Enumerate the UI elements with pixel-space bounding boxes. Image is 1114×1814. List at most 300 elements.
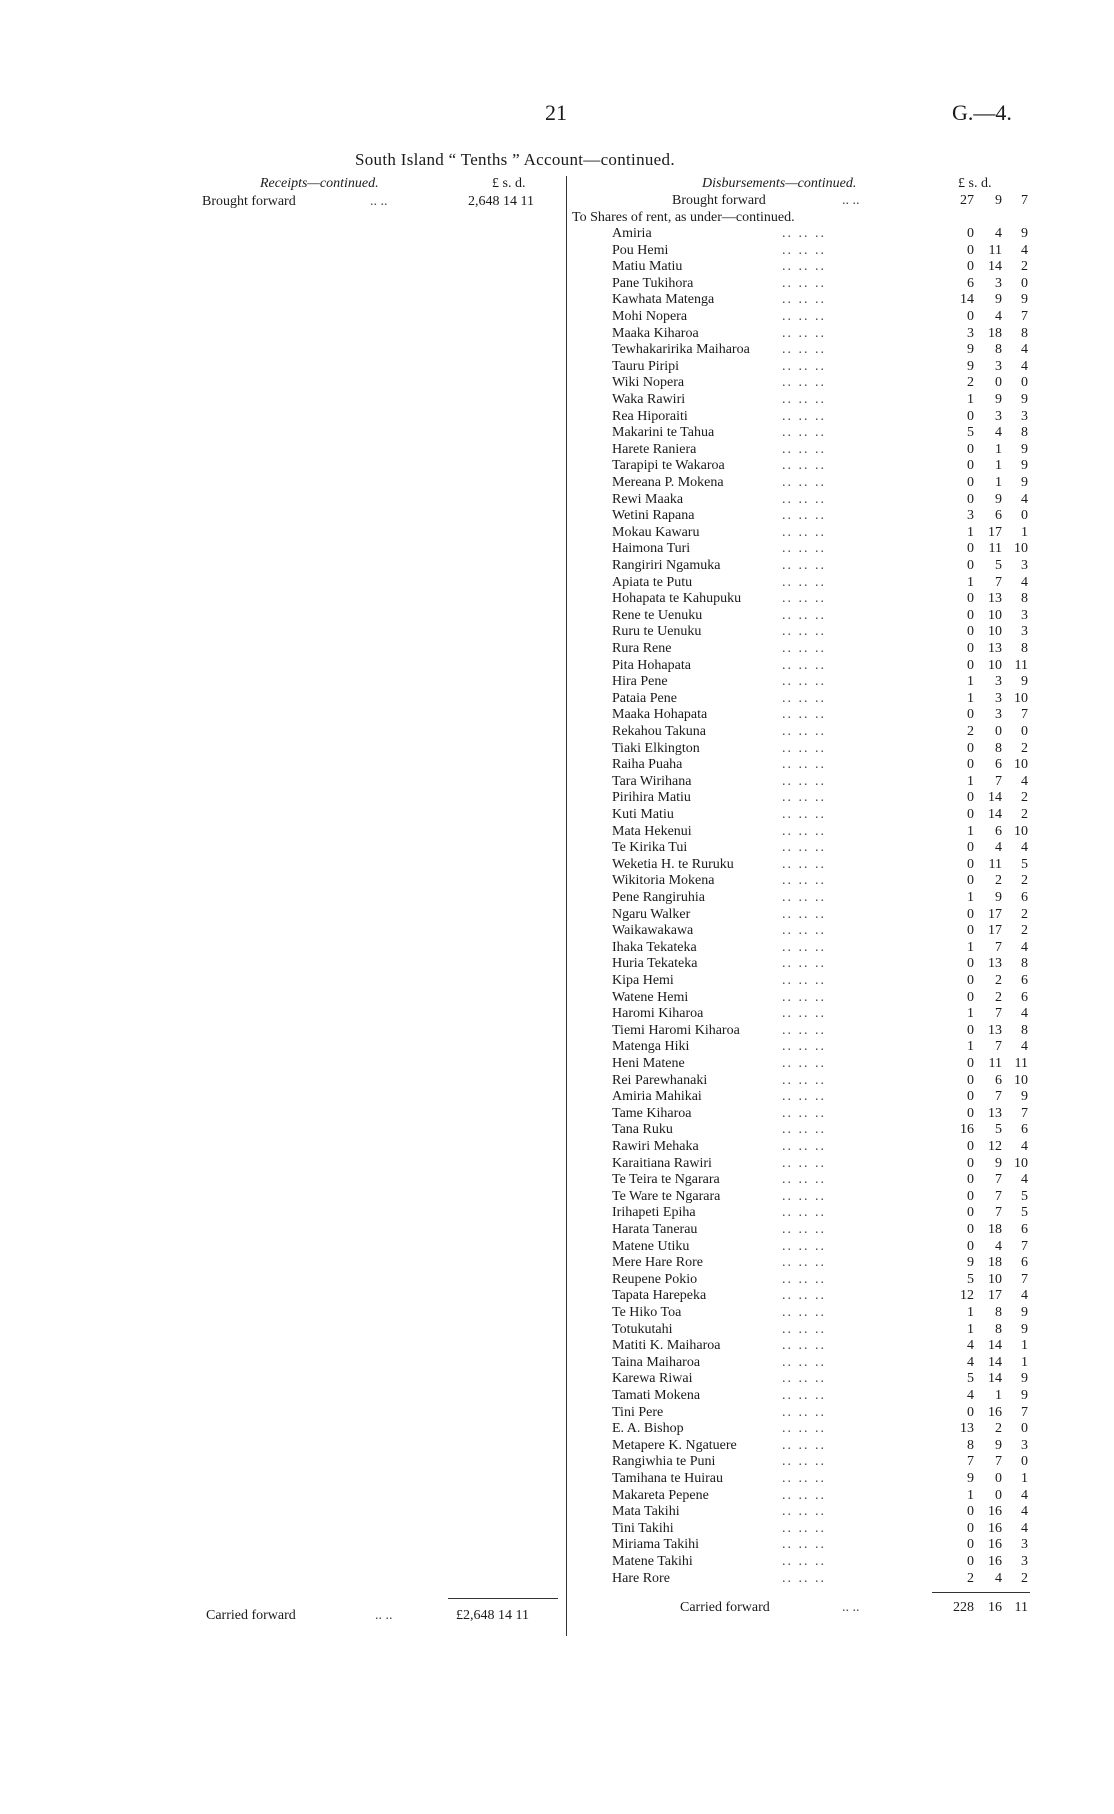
amount-pounds: 0 xyxy=(967,956,974,972)
amount-pounds: 0 xyxy=(967,906,974,922)
amount-pounds: 0 xyxy=(967,873,974,889)
amount-shillings: 7 xyxy=(995,1188,1002,1204)
amount-pounds: 0 xyxy=(967,259,974,275)
table-row xyxy=(572,1554,1032,1571)
amount-shillings: 16 xyxy=(988,1554,1002,1569)
table-row xyxy=(572,1189,1032,1206)
amount-pounds: 9 xyxy=(967,1471,974,1486)
payee-name: Irihapeti Epiha xyxy=(612,1205,696,1221)
table-row xyxy=(572,674,1032,691)
amount-shillings: 1 xyxy=(995,458,1002,474)
amount-shillings: 13 xyxy=(988,1105,1002,1121)
amount-pence: 1 xyxy=(1021,1471,1028,1486)
amount-shillings: 3 xyxy=(995,707,1002,723)
amount-pence: 0 xyxy=(1021,508,1028,524)
amount-pence: 2 xyxy=(1021,873,1028,889)
amount-shillings: 2 xyxy=(995,989,1002,1005)
amount-pence: 9 xyxy=(1021,1388,1028,1403)
amount-pounds: 0 xyxy=(967,1238,974,1254)
payee-name: Mere Hare Rore xyxy=(612,1255,703,1271)
amount-shillings: 0 xyxy=(995,375,1002,391)
leader-dots: .. .. .. xyxy=(782,1354,826,1370)
amount-pence: 7 xyxy=(1021,309,1028,324)
payee-name: Rura Rene xyxy=(612,641,672,656)
payee-name: Maaka Hohapata xyxy=(612,707,708,723)
amount-pence: 9 xyxy=(1021,1371,1028,1387)
amount-shillings: 14 xyxy=(988,1354,1002,1370)
amount-pence: 4 xyxy=(1021,342,1028,358)
amount-shillings: 5 xyxy=(995,1122,1002,1138)
amount-pence: 1 xyxy=(1021,1338,1028,1354)
amount-shillings: 4 xyxy=(995,309,1002,324)
amount-pounds: 0 xyxy=(967,1222,974,1237)
payee-name: Rekahou Takuna xyxy=(612,724,707,739)
payee-name: Wetini Rapana xyxy=(612,508,695,524)
payee-name: Rangiriri Ngamuka xyxy=(612,558,721,573)
amount-pence: 3 xyxy=(1021,408,1028,424)
payee-name: Haimona Turi xyxy=(612,541,691,557)
leader-dots: .. .. .. xyxy=(782,259,826,275)
brought-forward-pence: 7 xyxy=(1021,193,1028,208)
amount-shillings: 2 xyxy=(995,973,1002,988)
amount-pounds: 4 xyxy=(967,1354,974,1370)
payee-name: Karewa Riwai xyxy=(612,1371,693,1387)
payee-name: Ngaru Walker xyxy=(612,906,691,922)
payee-name: Makareta Pepene xyxy=(612,1487,709,1503)
payee-name: Matiu Matiu xyxy=(612,259,683,275)
table-row xyxy=(572,1338,1032,1355)
amount-pence: 5 xyxy=(1021,1205,1028,1221)
amount-shillings: 14 xyxy=(988,790,1002,806)
amount-pounds: 0 xyxy=(967,923,974,939)
table-row xyxy=(572,243,1032,260)
payee-name: Rei Parewhanaki xyxy=(612,1072,708,1088)
table-row xyxy=(572,359,1032,376)
amount-pence: 1 xyxy=(1021,1354,1028,1370)
amount-pounds: 0 xyxy=(967,657,974,673)
table-row xyxy=(572,1039,1032,1056)
amount-pence: 4 xyxy=(1021,1487,1028,1503)
leader-dots: .. .. .. xyxy=(782,939,826,955)
table-row xyxy=(572,326,1032,343)
leader-dots: .. .. .. xyxy=(782,1404,826,1420)
amount-pence: 6 xyxy=(1021,989,1028,1005)
amount-shillings: 7 xyxy=(995,1006,1002,1022)
amount-pence: 4 xyxy=(1021,1172,1028,1188)
leader-dots: .. .. .. xyxy=(782,1388,826,1403)
table-row xyxy=(572,1089,1032,1106)
leader-dots: .. .. .. xyxy=(782,425,826,441)
amount-pounds: 0 xyxy=(967,1554,974,1569)
amount-pounds: 7 xyxy=(967,1454,974,1470)
payee-name: Hare Rore xyxy=(612,1570,670,1586)
amount-pounds: 5 xyxy=(967,1271,974,1287)
amount-shillings: 12 xyxy=(988,1139,1002,1154)
disbursements-carried-forward-label: Carried forward xyxy=(680,1600,770,1615)
amount-pounds: 0 xyxy=(967,607,974,623)
amount-pounds: 3 xyxy=(967,325,974,341)
amount-pence: 10 xyxy=(1014,823,1028,839)
payee-name: Rawiri Mehaka xyxy=(612,1139,699,1154)
table-row xyxy=(572,1056,1032,1073)
amount-pence: 4 xyxy=(1021,939,1028,955)
leader-dots: .. .. .. xyxy=(782,1471,826,1486)
amount-shillings: 7 xyxy=(995,939,1002,955)
leader-dots: .. .. .. xyxy=(782,1022,826,1038)
leader-dots: .. .. .. xyxy=(782,641,826,656)
payee-name: Wiki Nopera xyxy=(612,375,685,391)
table-row xyxy=(572,392,1032,409)
amount-pounds: 0 xyxy=(967,973,974,988)
table-row xyxy=(572,1006,1032,1023)
leader-dots: .. .. .. xyxy=(782,1321,826,1337)
leader-dots: .. .. .. xyxy=(782,773,826,789)
table-row xyxy=(572,873,1032,890)
leader-dots: .. .. .. xyxy=(782,292,826,308)
amount-pounds: 1 xyxy=(967,690,974,706)
amount-pounds: 12 xyxy=(960,1288,974,1304)
leader-dots: .. .. .. xyxy=(782,956,826,972)
receipts-carried-forward-dots: .. .. xyxy=(375,1608,393,1623)
amount-shillings: 7 xyxy=(995,1454,1002,1470)
amount-pounds: 3 xyxy=(967,508,974,524)
amount-pence: 2 xyxy=(1021,906,1028,922)
table-row xyxy=(572,541,1032,558)
leader-dots: .. .. .. xyxy=(782,441,826,457)
leader-dots: .. .. .. xyxy=(782,392,826,407)
amount-shillings: 8 xyxy=(995,342,1002,358)
amount-pounds: 0 xyxy=(967,807,974,822)
amount-shillings: 17 xyxy=(988,1288,1002,1304)
amount-pence: 3 xyxy=(1021,607,1028,623)
receipts-carried-forward-label: Carried forward xyxy=(206,1608,296,1623)
amount-pounds: 6 xyxy=(967,275,974,291)
amount-shillings: 1 xyxy=(995,1388,1002,1403)
table-row xyxy=(572,475,1032,492)
column-divider xyxy=(566,176,567,1636)
amount-pence: 6 xyxy=(1021,1222,1028,1237)
payee-name: Kawhata Matenga xyxy=(612,292,715,308)
amount-shillings: 6 xyxy=(995,823,1002,839)
amount-pounds: 1 xyxy=(967,939,974,955)
leader-dots: .. .. .. xyxy=(782,1537,826,1553)
amount-shillings: 11 xyxy=(988,1056,1002,1071)
document-reference: G.—4. xyxy=(952,100,1012,125)
payee-name: Tewhakaririka Maiharoa xyxy=(612,342,750,358)
amount-pounds: 0 xyxy=(967,840,974,856)
table-row xyxy=(572,409,1032,426)
amount-pence: 4 xyxy=(1021,840,1028,856)
payee-name: Pirihira Matiu xyxy=(612,790,691,806)
amount-shillings: 0 xyxy=(995,1471,1002,1486)
amount-shillings: 9 xyxy=(995,1437,1002,1453)
leader-dots: .. .. .. xyxy=(782,1006,826,1022)
leader-dots: .. .. .. xyxy=(782,1487,826,1503)
payee-name: Tiemi Haromi Kiharoa xyxy=(612,1022,740,1038)
table-row xyxy=(572,442,1032,459)
leader-dots: .. .. .. xyxy=(782,674,826,690)
table-row xyxy=(572,741,1032,758)
amount-shillings: 6 xyxy=(995,757,1002,773)
amount-pounds: 4 xyxy=(967,1338,974,1354)
amount-shillings: 2 xyxy=(995,873,1002,889)
amount-shillings: 1 xyxy=(995,475,1002,490)
payee-name: Rewi Maaka xyxy=(612,491,684,507)
amount-shillings: 3 xyxy=(995,408,1002,424)
payee-name: Maaka Kiharoa xyxy=(612,325,699,341)
leader-dots: .. .. .. xyxy=(782,574,826,590)
carried-forward-pence: 11 xyxy=(1014,1600,1028,1615)
amount-pence: 0 xyxy=(1021,275,1028,291)
amount-pounds: 0 xyxy=(967,1404,974,1420)
payee-name: Watene Hemi xyxy=(612,989,689,1005)
amount-pounds: 0 xyxy=(967,641,974,656)
amount-pence: 2 xyxy=(1021,807,1028,822)
table-row xyxy=(572,508,1032,525)
amount-pounds: 1 xyxy=(967,1039,974,1055)
table-row xyxy=(572,1571,1032,1588)
leader-dots: .. .. .. xyxy=(782,840,826,856)
leader-dots: .. .. .. xyxy=(782,1039,826,1055)
payee-name: Miriama Takihi xyxy=(612,1537,700,1553)
amount-pounds: 0 xyxy=(967,441,974,457)
amount-pence: 0 xyxy=(1021,1421,1028,1437)
amount-pence: 2 xyxy=(1021,1570,1028,1586)
amount-pounds: 1 xyxy=(967,1321,974,1337)
table-row xyxy=(572,342,1032,359)
amount-pounds: 14 xyxy=(960,292,974,308)
amount-pounds: 0 xyxy=(967,1504,974,1520)
amount-shillings: 18 xyxy=(988,325,1002,341)
table-row xyxy=(572,1421,1032,1438)
payee-name: Tamati Mokena xyxy=(612,1388,701,1403)
amount-shillings: 16 xyxy=(988,1537,1002,1553)
payee-name: Weketia H. te Ruruku xyxy=(612,856,734,872)
amount-shillings: 17 xyxy=(988,906,1002,922)
disbursements-total-rule xyxy=(932,1592,1030,1593)
amount-pence: 9 xyxy=(1021,1305,1028,1320)
amount-pounds: 0 xyxy=(967,1155,974,1171)
leader-dots: .. .. .. xyxy=(782,1554,826,1569)
table-row xyxy=(572,707,1032,724)
amount-pence: 10 xyxy=(1014,690,1028,706)
amount-pence: 11 xyxy=(1014,1056,1028,1071)
amount-shillings: 18 xyxy=(988,1222,1002,1237)
table-row xyxy=(572,956,1032,973)
leader-dots: .. .. .. xyxy=(782,508,826,524)
amount-pounds: 2 xyxy=(967,724,974,739)
table-row xyxy=(572,940,1032,957)
amount-shillings: 8 xyxy=(995,1321,1002,1337)
section-label: To Shares of rent, as under—continued. xyxy=(572,210,795,225)
leader-dots: .. .. .. xyxy=(782,690,826,706)
leader-dots: .. .. .. xyxy=(782,309,826,324)
amount-pounds: 9 xyxy=(967,342,974,358)
amount-shillings: 7 xyxy=(995,574,1002,590)
amount-pounds: 0 xyxy=(967,989,974,1005)
table-row xyxy=(572,1239,1032,1256)
payee-name: Hohapata te Kahupuku xyxy=(612,591,742,607)
payee-name: Amiria Mahikai xyxy=(612,1089,702,1105)
amount-pounds: 1 xyxy=(967,392,974,407)
amount-shillings: 3 xyxy=(995,275,1002,291)
amount-shillings: 13 xyxy=(988,956,1002,972)
table-row xyxy=(572,1454,1032,1471)
amount-pence: 3 xyxy=(1021,1537,1028,1553)
table-row xyxy=(572,624,1032,641)
amount-pounds: 0 xyxy=(967,242,974,258)
leader-dots: .. .. .. xyxy=(782,1205,826,1221)
table-row xyxy=(572,425,1032,442)
amount-pence: 8 xyxy=(1021,325,1028,341)
amount-pence: 11 xyxy=(1014,657,1028,673)
leader-dots: .. .. .. xyxy=(782,740,826,756)
disbursements-brought-forward-dots: .. .. xyxy=(842,193,860,208)
table-row xyxy=(572,1172,1032,1189)
amount-pounds: 9 xyxy=(967,358,974,374)
payee-name: Reupene Pokio xyxy=(612,1271,698,1287)
table-row xyxy=(572,226,1032,243)
payee-name: Rea Hiporaiti xyxy=(612,408,688,424)
table-row xyxy=(572,1438,1032,1455)
payee-name: Matenga Hiki xyxy=(612,1039,690,1055)
amount-pounds: 0 xyxy=(967,458,974,474)
payee-name: Tauru Piripi xyxy=(612,358,680,374)
amount-pounds: 0 xyxy=(967,1537,974,1553)
table-row xyxy=(572,608,1032,625)
table-row xyxy=(572,259,1032,276)
amount-shillings: 7 xyxy=(995,1172,1002,1188)
amount-pounds: 0 xyxy=(967,1520,974,1536)
receipts-brought-forward-dots: .. .. xyxy=(370,194,388,209)
table-row xyxy=(572,375,1032,392)
table-row xyxy=(572,1488,1032,1505)
payee-name: Mata Hekenui xyxy=(612,823,692,839)
amount-pounds: 0 xyxy=(967,790,974,806)
leader-dots: .. .. .. xyxy=(782,973,826,988)
amount-pounds: 1 xyxy=(967,1006,974,1022)
amount-pence: 6 xyxy=(1021,1255,1028,1271)
amount-shillings: 3 xyxy=(995,690,1002,706)
leader-dots: .. .. .. xyxy=(782,342,826,358)
leader-dots: .. .. .. xyxy=(782,890,826,905)
amount-shillings: 14 xyxy=(988,1371,1002,1387)
table-row xyxy=(572,1322,1032,1339)
amount-shillings: 9 xyxy=(995,890,1002,905)
amount-pence: 4 xyxy=(1021,574,1028,590)
payee-name: Mata Takihi xyxy=(612,1504,680,1520)
table-row xyxy=(572,1106,1032,1123)
amount-shillings: 10 xyxy=(988,607,1002,623)
table-row xyxy=(572,1521,1032,1538)
table-row xyxy=(572,1222,1032,1239)
table-row xyxy=(572,1371,1032,1388)
table-row xyxy=(572,641,1032,658)
amount-shillings: 8 xyxy=(995,740,1002,756)
amount-shillings: 14 xyxy=(988,1338,1002,1354)
leader-dots: .. .. .. xyxy=(782,1122,826,1138)
leader-dots: .. .. .. xyxy=(782,275,826,291)
amount-pence: 9 xyxy=(1021,226,1028,241)
amount-pence: 10 xyxy=(1014,1155,1028,1171)
carried-forward-pounds: 228 xyxy=(953,1600,974,1615)
amount-pounds: 0 xyxy=(967,226,974,241)
amount-pounds: 0 xyxy=(967,591,974,607)
leader-dots: .. .. .. xyxy=(782,491,826,507)
payee-name: Rene te Uenuku xyxy=(612,607,703,623)
brought-forward-pounds: 27 xyxy=(960,193,974,208)
payee-name: Heni Matene xyxy=(612,1056,685,1071)
table-row xyxy=(572,1405,1032,1422)
amount-shillings: 6 xyxy=(995,508,1002,524)
amount-pence: 7 xyxy=(1021,1271,1028,1287)
leader-dots: .. .. .. xyxy=(782,1504,826,1520)
amount-pounds: 2 xyxy=(967,1570,974,1586)
amount-pounds: 0 xyxy=(967,1105,974,1121)
receipts-carried-forward-value: £2,648 14 11 xyxy=(456,1608,529,1623)
payee-name: Pou Hemi xyxy=(612,242,669,258)
payee-name: Matene Takihi xyxy=(612,1554,693,1569)
amount-shillings: 11 xyxy=(988,856,1002,872)
amount-pounds: 0 xyxy=(967,475,974,490)
amount-pence: 9 xyxy=(1021,458,1028,474)
amount-pence: 3 xyxy=(1021,624,1028,640)
payee-name: Taina Maiharoa xyxy=(612,1354,701,1370)
leader-dots: .. .. .. xyxy=(782,475,826,490)
table-row xyxy=(572,1073,1032,1090)
amount-shillings: 14 xyxy=(988,259,1002,275)
payee-name: Pane Tukihora xyxy=(612,275,694,291)
payee-name: Mohi Nopera xyxy=(612,309,688,324)
leader-dots: .. .. .. xyxy=(782,375,826,391)
amount-pence: 9 xyxy=(1021,475,1028,490)
payee-name: Tapata Harepeka xyxy=(612,1288,707,1304)
leader-dots: .. .. .. xyxy=(782,1089,826,1105)
payee-name: Pita Hohapata xyxy=(612,657,691,673)
leader-dots: .. .. .. xyxy=(782,1570,826,1586)
table-row xyxy=(572,973,1032,990)
table-row xyxy=(572,1288,1032,1305)
amount-pounds: 1 xyxy=(967,574,974,590)
disbursements-carried-forward-dots: .. .. xyxy=(842,1600,860,1615)
amount-shillings: 11 xyxy=(988,541,1002,557)
disbursements-heading: Disbursements—continued. xyxy=(702,176,857,191)
amount-shillings: 3 xyxy=(995,674,1002,690)
amount-pounds: 0 xyxy=(967,558,974,573)
amount-shillings: 4 xyxy=(995,425,1002,441)
table-row xyxy=(572,276,1032,293)
leader-dots: .. .. .. xyxy=(782,1105,826,1121)
amount-pence: 4 xyxy=(1021,1288,1028,1304)
brought-forward-shillings: 9 xyxy=(995,193,1002,208)
payee-name: E. A. Bishop xyxy=(612,1421,684,1437)
leader-dots: .. .. .. xyxy=(782,1520,826,1536)
leader-dots: .. .. .. xyxy=(782,242,826,258)
table-row xyxy=(572,757,1032,774)
payee-name: Matene Utiku xyxy=(612,1238,690,1254)
amount-pence: 2 xyxy=(1021,740,1028,756)
leader-dots: .. .. .. xyxy=(782,823,826,839)
payee-name: Karaitiana Rawiri xyxy=(612,1155,712,1171)
amount-shillings: 10 xyxy=(988,657,1002,673)
table-row xyxy=(572,1504,1032,1521)
amount-pounds: 0 xyxy=(967,309,974,324)
page-title: South Island “ Tenths ” Account—continued. xyxy=(355,150,675,169)
amount-pence: 8 xyxy=(1021,425,1028,441)
payee-name: Haromi Kiharoa xyxy=(612,1006,704,1022)
amount-shillings: 10 xyxy=(988,624,1002,640)
table-row xyxy=(572,1537,1032,1554)
